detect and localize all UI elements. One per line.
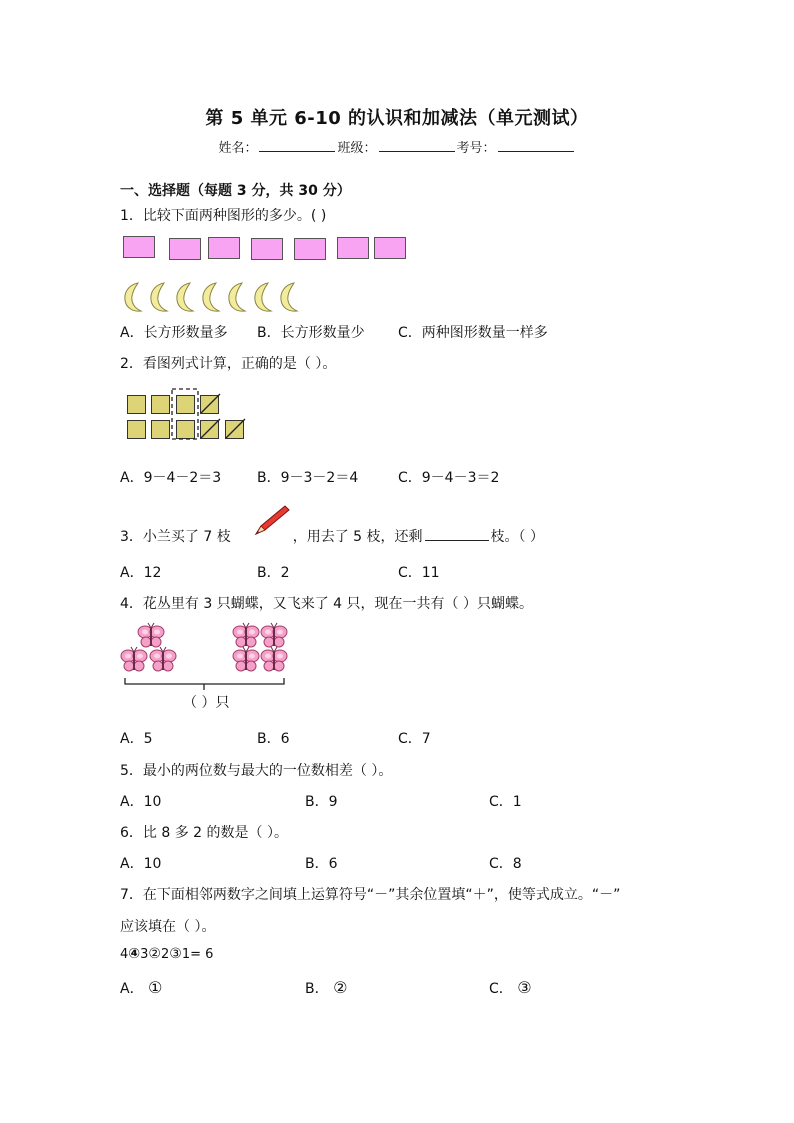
question-6: 6．比 8 多 2 的数是（ ）。 [120, 825, 288, 841]
cross-out-mark [201, 419, 220, 438]
q6-option-b[interactable]: B．6 [305, 856, 338, 872]
question-1: 1．比较下面两种图形的多少。( ) [120, 208, 327, 224]
squares-overlay [0, 0, 300, 460]
brace-line [125, 678, 284, 690]
butterflies-figure [118, 620, 298, 692]
q5-option-a[interactable]: A．10 [120, 794, 162, 810]
q3-text-c: 枝。（ ） [490, 529, 544, 545]
q2-option-a[interactable]: A．9－4－2＝3 [120, 470, 222, 486]
equation-result: = 6 [190, 947, 214, 962]
q6-option-a[interactable]: A．10 [120, 856, 162, 872]
q3-option-c[interactable]: C．11 [398, 565, 440, 581]
circled-mark: ③ [517, 978, 532, 997]
question-5: 5．最小的两位数与最大的一位数相差（ ）。 [120, 763, 393, 779]
q3-option-a[interactable]: A．12 [120, 565, 162, 581]
equation-digit: 1 [181, 947, 191, 962]
equation-slot-3: ③ [169, 946, 182, 962]
q4-option-a[interactable]: A．5 [120, 731, 153, 747]
dashed-group-box [172, 389, 198, 439]
equation-slot-2: ② [148, 946, 161, 962]
rectangle-shape [374, 237, 406, 259]
option-label: C． [489, 981, 513, 997]
q3-text-b: ，用去了 5 枝，还剩 [292, 529, 423, 545]
rectangle-shape [337, 237, 369, 259]
question-3 [120, 526, 544, 546]
q4-option-c[interactable]: C．7 [398, 731, 431, 747]
equation-digit: 3 [140, 947, 149, 962]
q7-option-b[interactable] [305, 978, 347, 998]
page-title: 第 5 单元 6-10 的认识和加减法（单元测试） [205, 108, 589, 129]
equation [120, 946, 213, 962]
q3-text-a: 3．小兰买了 7 枝 [120, 529, 231, 545]
circled-mark: ① [148, 978, 163, 997]
q7-option-a[interactable] [120, 978, 162, 998]
option-label: B． [305, 981, 329, 997]
circled-mark: ② [333, 978, 348, 997]
q1-option-b[interactable]: B．长方形数量少 [257, 325, 365, 341]
cross-out-mark [201, 394, 220, 413]
q2-option-b[interactable]: B．9－3－2＝4 [257, 470, 359, 486]
pencil-icon [252, 504, 292, 538]
exam-no-blank[interactable] [498, 139, 574, 152]
class-blank[interactable] [379, 139, 455, 152]
name-label: 姓名： [218, 141, 258, 156]
question-2: 2．看图列式计算，正确的是（ ）。 [120, 356, 337, 372]
equation-slot-4: ④ [128, 946, 141, 962]
q7-option-c[interactable] [489, 978, 532, 998]
q1-option-a[interactable]: A．长方形数量多 [120, 325, 228, 341]
q2-option-c[interactable]: C．9－4－3＝2 [398, 470, 500, 486]
q3-option-b[interactable]: B．2 [257, 565, 290, 581]
option-label: A． [120, 981, 144, 997]
question-7-line-2: 应该填在（ ）。 [120, 919, 216, 935]
class-label: 班级： [337, 141, 377, 156]
exam-no-label: 考号： [456, 141, 496, 156]
equation-digit: 2 [160, 947, 170, 962]
question-7-line-1: 7．在下面相邻两数字之间填上运算符号“－”其余位置填“＋”，使等式成立。“－” [120, 887, 621, 903]
q5-option-b[interactable]: B．9 [305, 794, 338, 810]
q5-option-c[interactable]: C．1 [489, 794, 522, 810]
cross-out-mark [226, 419, 245, 438]
question-4: 4．花丛里有 3 只蝴蝶，又飞来了 4 只，现在一共有（ ）只蝴蝶。 [120, 596, 533, 612]
q4-option-b[interactable]: B．6 [257, 731, 290, 747]
q1-option-c[interactable]: C．两种图形数量一样多 [398, 325, 548, 341]
q6-option-c[interactable]: C．8 [489, 856, 522, 872]
brace-label: （ ）只 [183, 695, 230, 711]
equation-digit: 4 [120, 947, 129, 962]
answer-blank[interactable] [425, 528, 489, 541]
section-heading: 一、选择题（每题 3 分，共 30 分） [120, 183, 351, 199]
